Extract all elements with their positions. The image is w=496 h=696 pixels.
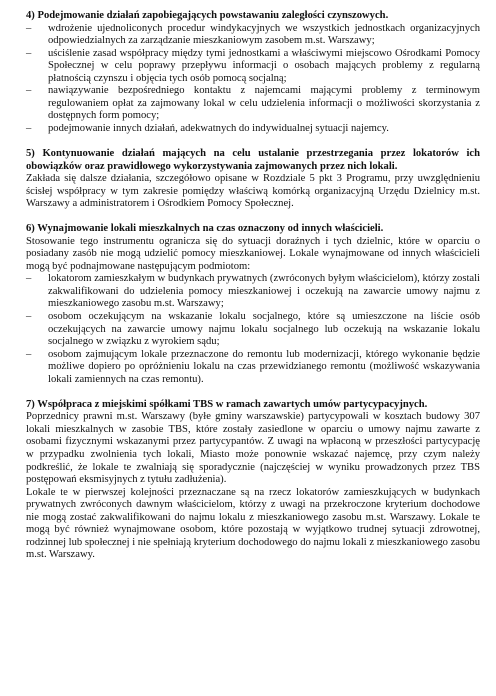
section-7-paragraph-1: Poprzednicy prawni m.st. Warszawy (byłe gminy warszawskie) partycypowali w kosztach budowy 307 lokali mieszkalnych w zasobie TBS, które zostały zasiedlone w oparciu o umowy najmu zawarte z osobami fizycznymi wskazanymi przez partycypantów. Z uwagi na wpłaconą w przeszłości partycypację w przypadku zwolnienia tych lokali, Miasto może ponownie wskazać najemcę, przy czym należy podkreślić, że lokale te zwalniają się sporadycznie (najczęściej w wyniku prowadzonych przez TBS postępowań eksmisyjnych z tytułu zadłużenia).: [26, 411, 480, 486]
list-item-text: osobom oczekującym na wskazanie lokalu socjalnego, które są umieszczone na liście osób oczekujących na zawarcie umowy najmu lokalu socjalnego lub oczekują na wskazanie lokalu socjalnego w związku z wyrokiem sądu;: [48, 311, 480, 348]
list-item: [26, 123, 480, 136]
bullet-dash: –: [26, 311, 32, 323]
list-item: [26, 311, 480, 349]
section-7-heading: 7) Współpraca z miejskimi spółkami TBS w ramach zawartych umów partycypacyjnych.: [26, 398, 428, 410]
section-5-heading: 5) Kontynuowanie działań mających na celu ustalanie przestrzegania przez lokatorów ich obowiązków oraz prawidłowego wykorzystywania zajmowanych przez nich lokali.: [26, 147, 480, 172]
bullet-dash: –: [26, 85, 32, 97]
section-7: [26, 399, 480, 562]
section-5-paragraph: Zakłada się dalsze działania, szczegółowo opisane w Rozdziale 5 pkt 3 Programu, przy uwzględnieniu ścisłej współpracy w tym zakresie pomiędzy właściwą komórką organizacyjną Urzędu Dzielnicy m.st. Warszawy a administratorem i Ośrodkiem Pomocy Społecznej.: [26, 173, 480, 210]
bullet-dash: –: [26, 122, 32, 134]
section-6-heading: 6) Wynajmowanie lokali mieszkalnych na czas oznaczony od innych właścicieli.: [26, 223, 384, 235]
list-item-text: nawiązywanie bezpośredniego kontaktu z najemcami mającymi problemy z terminowym regulowaniem opłat za zajmowany lokal w celu udzielenia informacji o możliwości skorzystania z dostępnych form pomocy;: [48, 85, 480, 122]
spacer: [26, 211, 480, 224]
list-item: [26, 85, 480, 123]
bullet-dash: –: [26, 47, 32, 59]
list-item-text: lokatorom zamieszkałym w budynkach prywatnych (zwróconych byłym właścicielom), którzy zostali zakwalifikowani do udzielenia pomocy mieszkaniowej i oczekują na zawarcie umowy najmu z mieszkaniowego zasobu m.st. Warszawy;: [48, 273, 480, 310]
section-6: [26, 223, 480, 386]
list-item: [26, 23, 480, 48]
list-item-text: osobom zajmującym lokale przeznaczone do remontu lub modernizacji, którego wykonanie będzie możliwe dopiero po opróżnieniu lokalu na czas przewidzianego remontu (możliwość wskazywania lokali zamiennych na czas remontu).: [48, 348, 480, 385]
spacer: [26, 135, 480, 148]
list-item: [26, 48, 480, 86]
section-4-heading: 4) Podejmowanie działań zapobiegających powstawaniu zaległości czynszowych.: [26, 10, 389, 21]
list-item-text: uściślenie zasad współpracy między tymi jednostkami a właściwymi miejscowo Ośrodkami Pomocy Społecznej w celu poprawy przepływu informacji o osobach mających problemy z regularną płatnością czynszu i objęcia tych osób pomocą socjalną;: [48, 47, 480, 84]
section-7-paragraph-2: Lokale te w pierwszej kolejności przeznaczane są na rzecz lokatorów zamieszkujących w budynkach prywatnych zwróconych dawnym właścicielom, którzy z uwagi na przekroczone kryterium dochodowe nie mogą zostać zakwalifikowani do najmu lokalu z mieszkaniowego zasobu m.st. Warszawy. Lokale te mogą być również wynajmowane osobom, które pozostają w wyjątkowo trudnej sytuacji zdrowotnej, rodzinnej lub społecznej i nie spełniają kryterium dochodowego do najmu lokali z mieszkaniowego zasobu m.st. Warszawy.: [26, 486, 480, 561]
bullet-dash: –: [26, 22, 32, 34]
list-item-text: podejmowanie innych działań, adekwatnych do indywidualnej sytuacji najemcy.: [48, 122, 389, 134]
bullet-dash: –: [26, 348, 32, 360]
list-item: [26, 273, 480, 311]
bullet-dash: –: [26, 273, 32, 285]
section-4: [26, 10, 480, 135]
section-5: [26, 148, 480, 211]
spacer: [26, 386, 480, 399]
list-item: [26, 349, 480, 387]
list-item-text: wdrożenie ujednoliconych procedur windykacyjnych we wszystkich jednostkach organizacyjnych odpowiedzialnych za zarządzanie mieszkaniowym zasobem m.st. Warszawy;: [48, 22, 480, 47]
section-6-paragraph: Stosowanie tego instrumentu ogranicza się do sytuacji doraźnych i tych dzielnic, które w oparciu o posiadany zasób nie mogą udzielić pomocy mieszkaniowej. Lokale wynajmowane od innych właścicieli mogą być podnajmowane następującym podmiotom:: [26, 235, 480, 272]
